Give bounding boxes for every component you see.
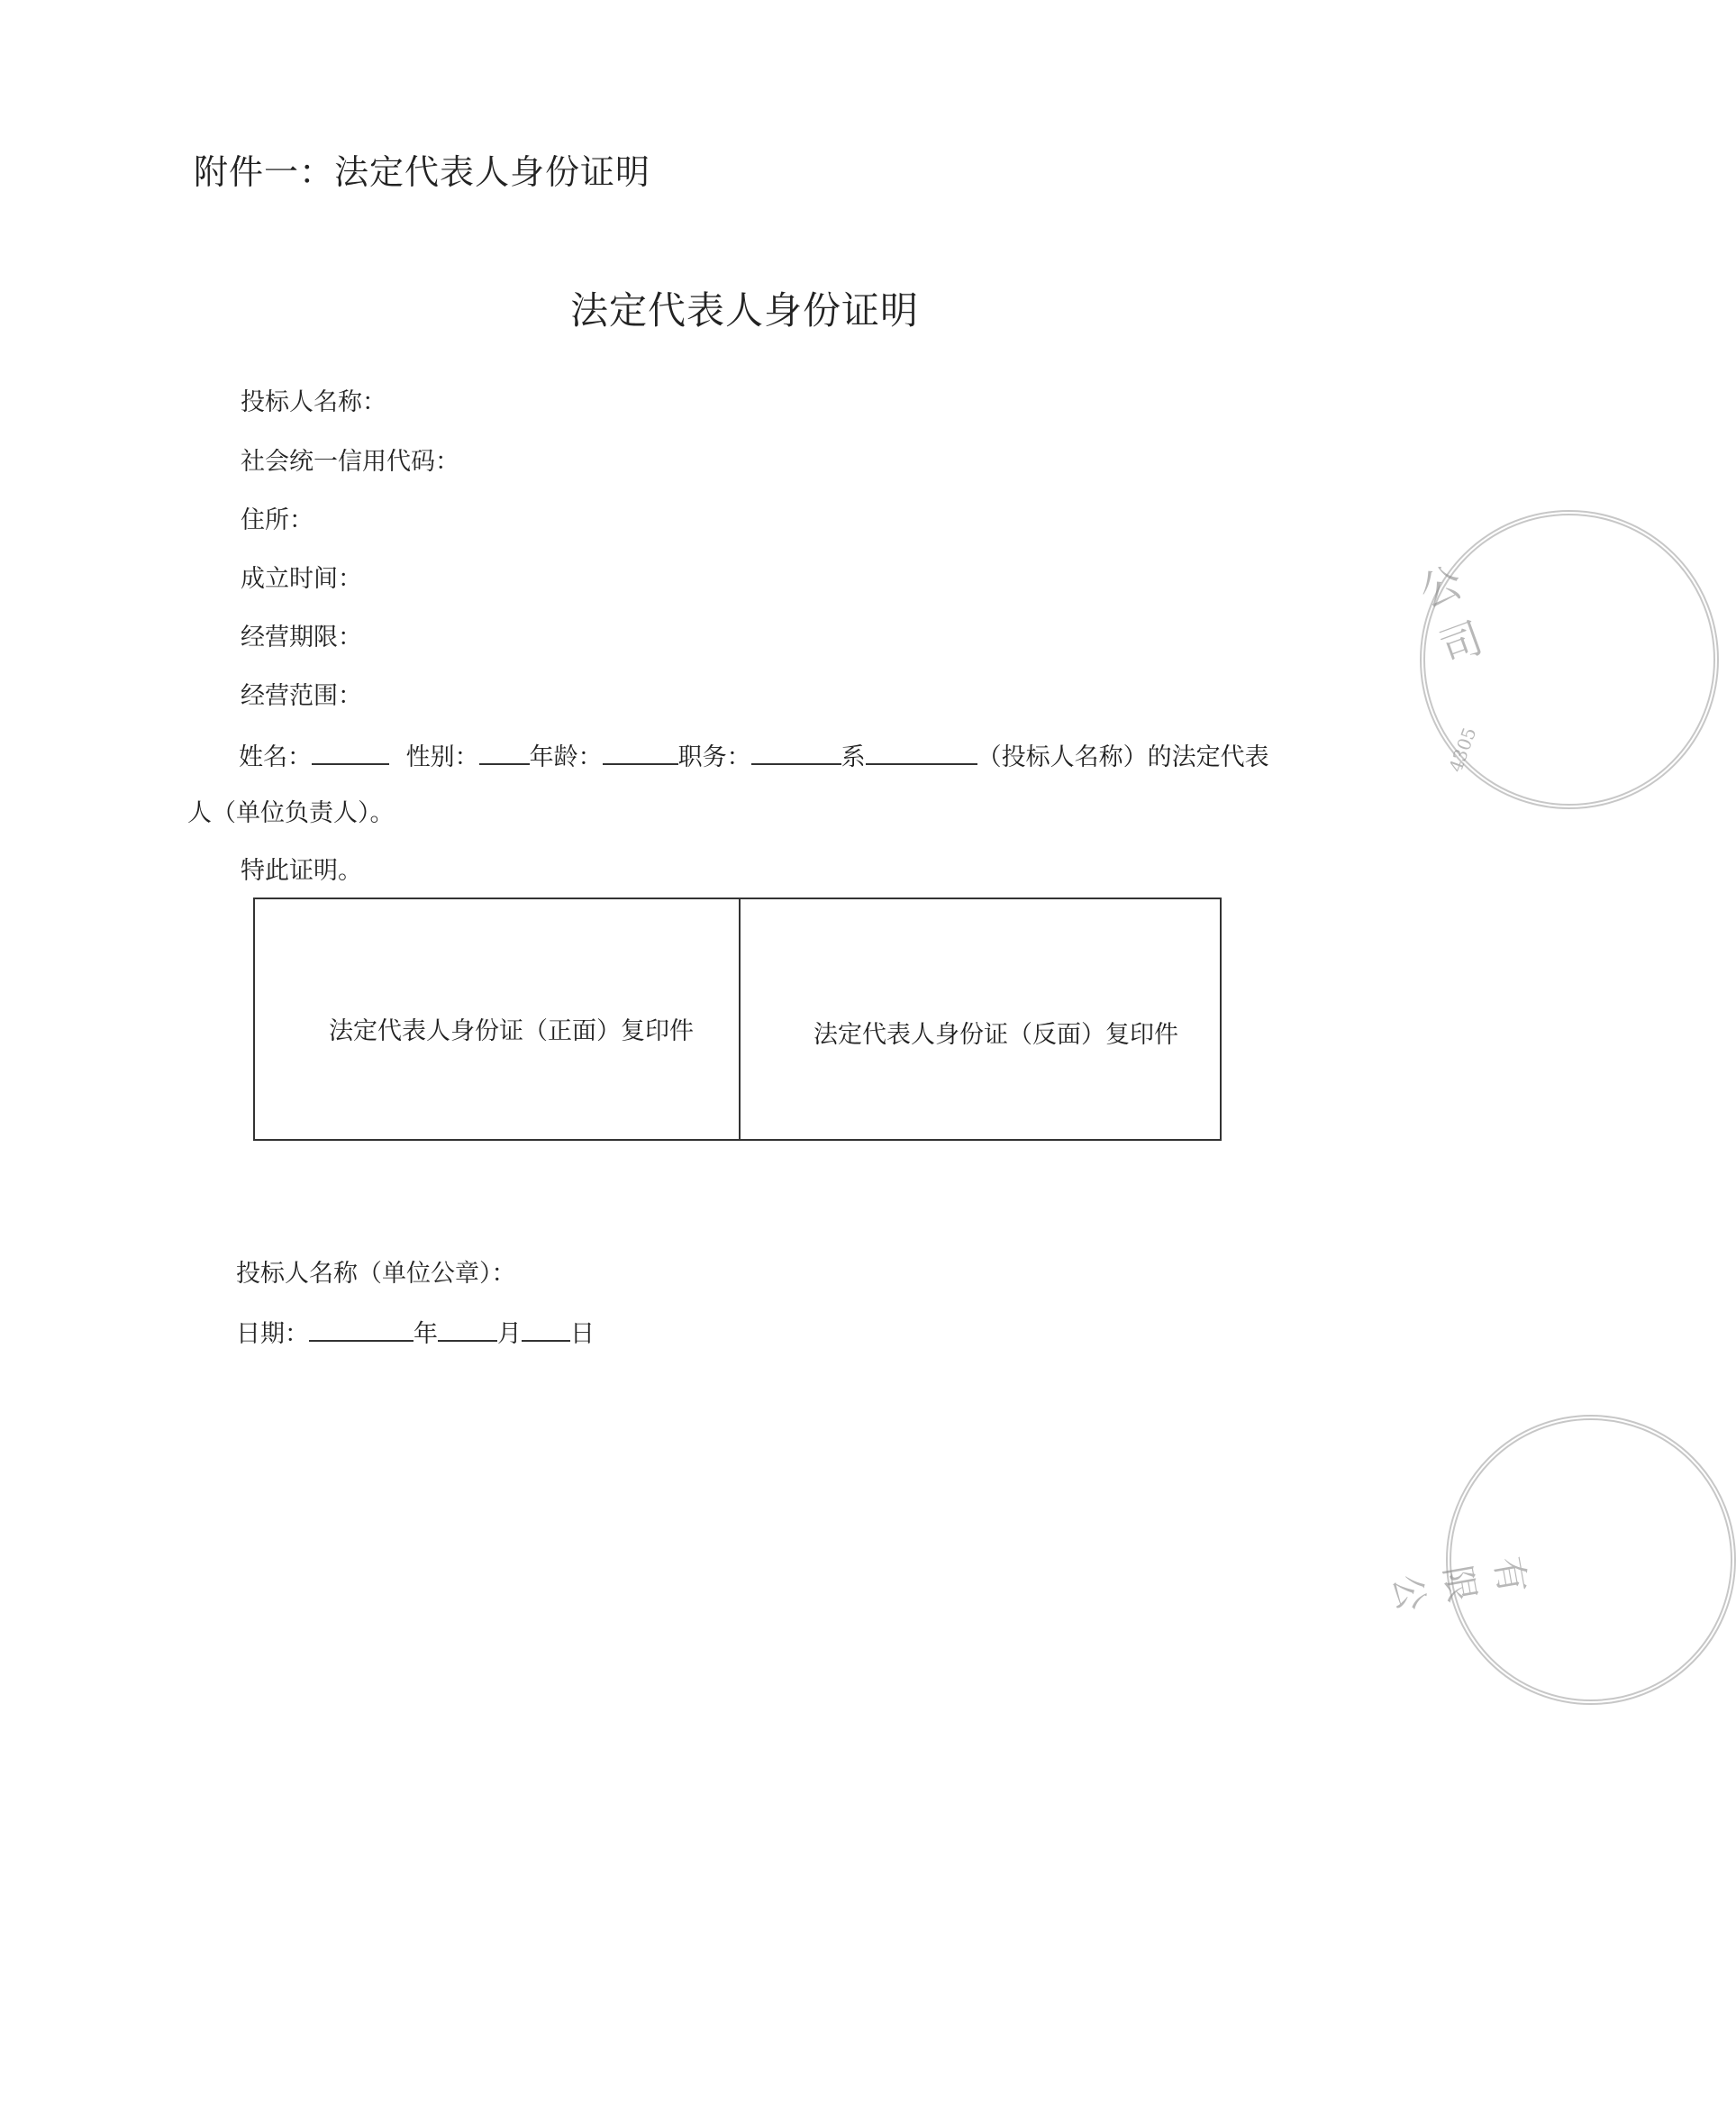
id-back-cell: 法定代表人身份证（反面）复印件 [813,1021,1178,1049]
age-blank [603,742,678,765]
position-label: 职务： [677,743,751,771]
seal-stamp-top-text: 公司 [1413,557,1489,673]
table-divider [739,899,741,1139]
seal-stamp-lower-text: 有限公 [1385,1554,1533,1615]
age-label: 年龄： [529,743,603,771]
position-blank [751,742,841,765]
declaration-line-2: 人（单位负责人）。 [187,799,395,827]
field-establish-date: 成立时间： [241,565,362,593]
field-credit-code: 社会统一信用代码： [241,448,459,476]
year-label: 年 [414,1320,438,1348]
document-title: 法定代表人身份证明 [569,288,919,333]
bidder-blank [866,742,977,765]
declaration-tail: （投标人名称）的法定代表 [977,743,1269,771]
seal-stamp-number: 4305 [1444,724,1481,776]
seal-label: 投标人名称（单位公章）： [236,1260,516,1288]
month-blank [438,1318,497,1342]
name-label: 姓名： [239,743,312,771]
day-blank [522,1318,570,1342]
month-label: 月 [497,1320,522,1348]
day-label: 日 [570,1320,595,1348]
field-business-scope: 经营范围： [241,682,362,710]
is-label: 系 [841,743,866,771]
attachment-heading: 附件一：法定代表人身份证明 [194,152,651,192]
field-bidder-name: 投标人名称： [241,388,386,416]
date-label: 日期： [236,1320,309,1348]
gender-blank [479,742,530,765]
name-blank [312,742,389,765]
year-blank [309,1318,414,1342]
certify-text: 特此证明。 [241,857,362,885]
field-address: 住所： [241,506,314,534]
field-business-term: 经营期限： [241,624,362,652]
date-line [236,1314,595,1349]
gender-label: 性别： [405,743,479,771]
declaration-line [239,737,1269,772]
id-front-cell: 法定代表人身份证（正面）复印件 [329,1017,694,1045]
id-copy-table [253,898,1222,1141]
